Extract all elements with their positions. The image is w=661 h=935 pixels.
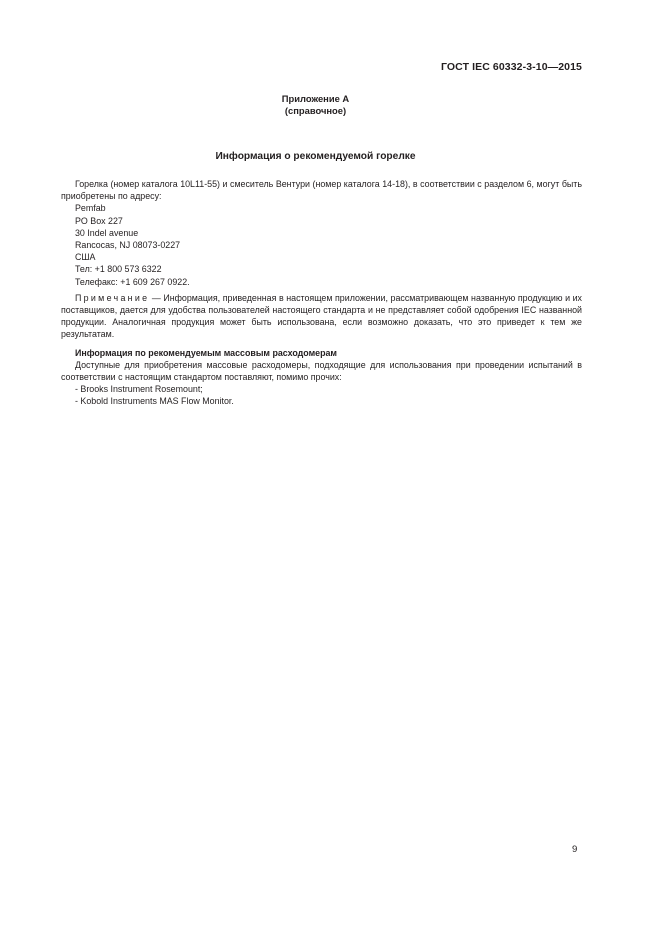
document-body xyxy=(61,178,582,408)
address-line: 30 Indel avenue xyxy=(75,227,139,238)
address-line: Rancocas, NJ 08073-0227 xyxy=(75,239,181,250)
address-line: PO Box 227 xyxy=(75,215,123,226)
annex-heading xyxy=(0,93,631,117)
document-identifier: ГОСТ IEC 60332-3-10—2015 xyxy=(440,61,582,73)
note-text: — Информация, приведенная в настоящем приложении, рассматривающем названную продукцию и их поставщиков, дается для удобства пользователей настоящего стандарта и не представляет собой одобрения IEC названной продукции. Аналогичная продукция может быть использована, если возможно доказать, что это приведет к тем же результатам. xyxy=(61,292,582,340)
annex-subtitle: (справочное) xyxy=(284,105,347,116)
flowmeters-heading: Информация по рекомендуемым массовым расходомерам xyxy=(75,347,338,358)
flowmeters-intro: Доступные для приобретения массовые расходомеры, подходящие для использования при проведении испытаний в соответствии с настоящим стандартом поставляют, помимо прочих: xyxy=(61,359,582,382)
address-line: Тел: +1 800 573 6322 xyxy=(75,264,162,275)
list-item: - Kobold Instruments MAS Flow Monitor. xyxy=(75,396,234,407)
section-title: Информация о рекомендуемой горелке xyxy=(215,151,416,162)
list-item: - Brooks Instrument Rosemount; xyxy=(75,384,203,395)
address-line: Телефакс: +1 609 267 0922. xyxy=(75,276,190,287)
address-line: США xyxy=(75,252,96,263)
note-paragraph xyxy=(61,292,582,341)
annex-title: Приложение А xyxy=(281,93,350,104)
page-number: 9 xyxy=(572,844,578,855)
intro-paragraph: Горелка (номер каталога 10L11-55) и смеситель Вентури (номер каталога 14-18), в соответствии с разделом 6, могут быть приобретены по адресу: xyxy=(61,179,582,202)
address-line: Pemfab xyxy=(75,203,106,214)
flowmeters-list xyxy=(61,383,582,407)
note-label: Примечание xyxy=(75,292,150,303)
supplier-address xyxy=(61,202,582,287)
